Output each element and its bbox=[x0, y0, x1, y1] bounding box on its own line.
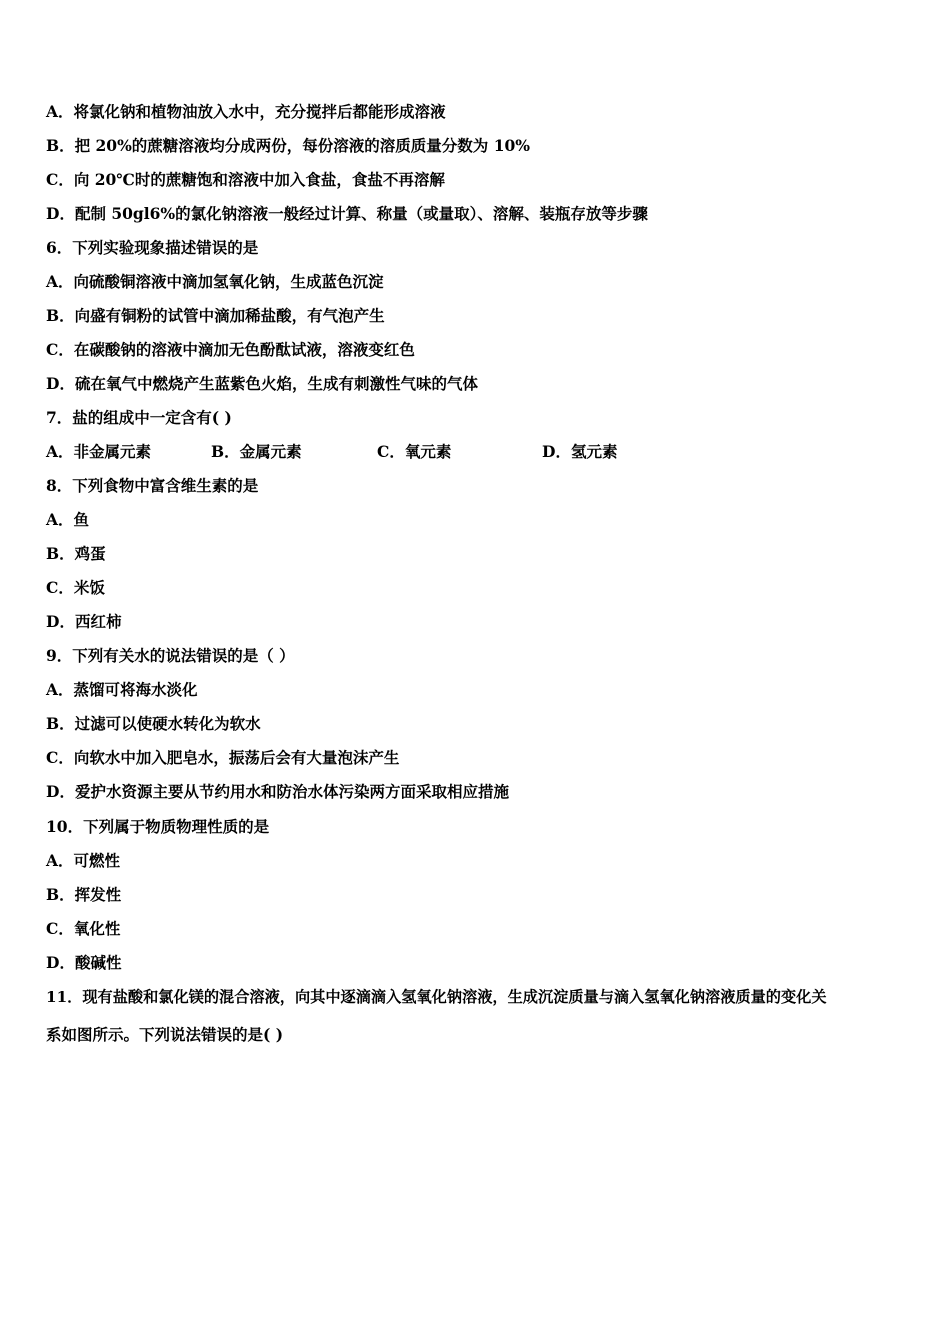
q10-option-c: C．氧化性 bbox=[46, 919, 121, 938]
q8-option-c: C．米饭 bbox=[46, 578, 105, 597]
q6-option-c: C．在碳酸钠的溶液中滴加无色酚酞试液，溶液变红色 bbox=[46, 340, 415, 359]
q9-option-a: A．蒸馏可将海水淡化 bbox=[46, 680, 198, 699]
q7-option-d: D．氢元素 bbox=[542, 442, 618, 461]
q9-option-d: D．爱护水资源主要从节约用水和防治水体污染两方面采取相应措施 bbox=[46, 782, 509, 801]
q10-stem: 10．下列属于物质物理性质的是 bbox=[46, 817, 270, 836]
q10-option-a: A．可燃性 bbox=[46, 851, 121, 870]
q8-option-b: B．鸡蛋 bbox=[46, 544, 106, 563]
q9-option-c: C．向软水中加入肥皂水，振荡后会有大量泡沫产生 bbox=[46, 748, 400, 767]
q6-option-a: A．向硫酸铜溶液中滴加氢氧化钠，生成蓝色沉淀 bbox=[46, 272, 384, 291]
q7-stem: 7．盐的组成中一定含有( ) bbox=[46, 408, 232, 427]
q9-option-b: B．过滤可以使硬水转化为软水 bbox=[46, 714, 261, 733]
q10-option-d: D．酸碱性 bbox=[46, 953, 122, 972]
q9-stem: 9．下列有关水的说法错误的是（ ） bbox=[46, 646, 295, 665]
q5-option-c: C．向 20℃时的蔗糖饱和溶液中加入食盐，食盐不再溶解 bbox=[46, 170, 445, 189]
q6-stem: 6．下列实验现象描述错误的是 bbox=[46, 238, 259, 257]
q5-option-d: D．配制 50gl6%的氯化钠溶液一般经过计算、称量（或量取）、溶解、装瓶存放等步骤 bbox=[46, 204, 648, 223]
q5-option-b: B．把 20%的蔗糖溶液均分成两份，每份溶液的溶质质量分数为 10% bbox=[46, 136, 530, 155]
q8-option-d: D．西红柿 bbox=[46, 612, 122, 631]
q7-option-c: C．氧元素 bbox=[377, 442, 452, 461]
q10-option-b: B．挥发性 bbox=[46, 885, 122, 904]
q6-option-b: B．向盛有铜粉的试管中滴加稀盐酸，有气泡产生 bbox=[46, 306, 385, 325]
q8-stem: 8．下列食物中富含维生素的是 bbox=[46, 476, 259, 495]
q7-option-b: B．金属元素 bbox=[211, 442, 302, 461]
q8-option-a: A．鱼 bbox=[46, 510, 90, 529]
q11-stem-line-2: 系如图所示。下列说法错误的是( ) bbox=[46, 1025, 284, 1044]
q7-option-a: A．非金属元素 bbox=[46, 442, 152, 461]
q6-option-d: D．硫在氧气中燃烧产生蓝紫色火焰，生成有刺激性气味的气体 bbox=[46, 374, 478, 393]
q11-stem-line-1: 11．现有盐酸和氯化镁的混合溶液，向其中逐滴滴入氢氧化钠溶液，生成沉淀质量与滴入氢氧化钠溶液质量的变化关 bbox=[46, 988, 827, 1006]
q5-option-a: A．将氯化钠和植物油放入水中，充分搅拌后都能形成溶液 bbox=[46, 102, 446, 121]
